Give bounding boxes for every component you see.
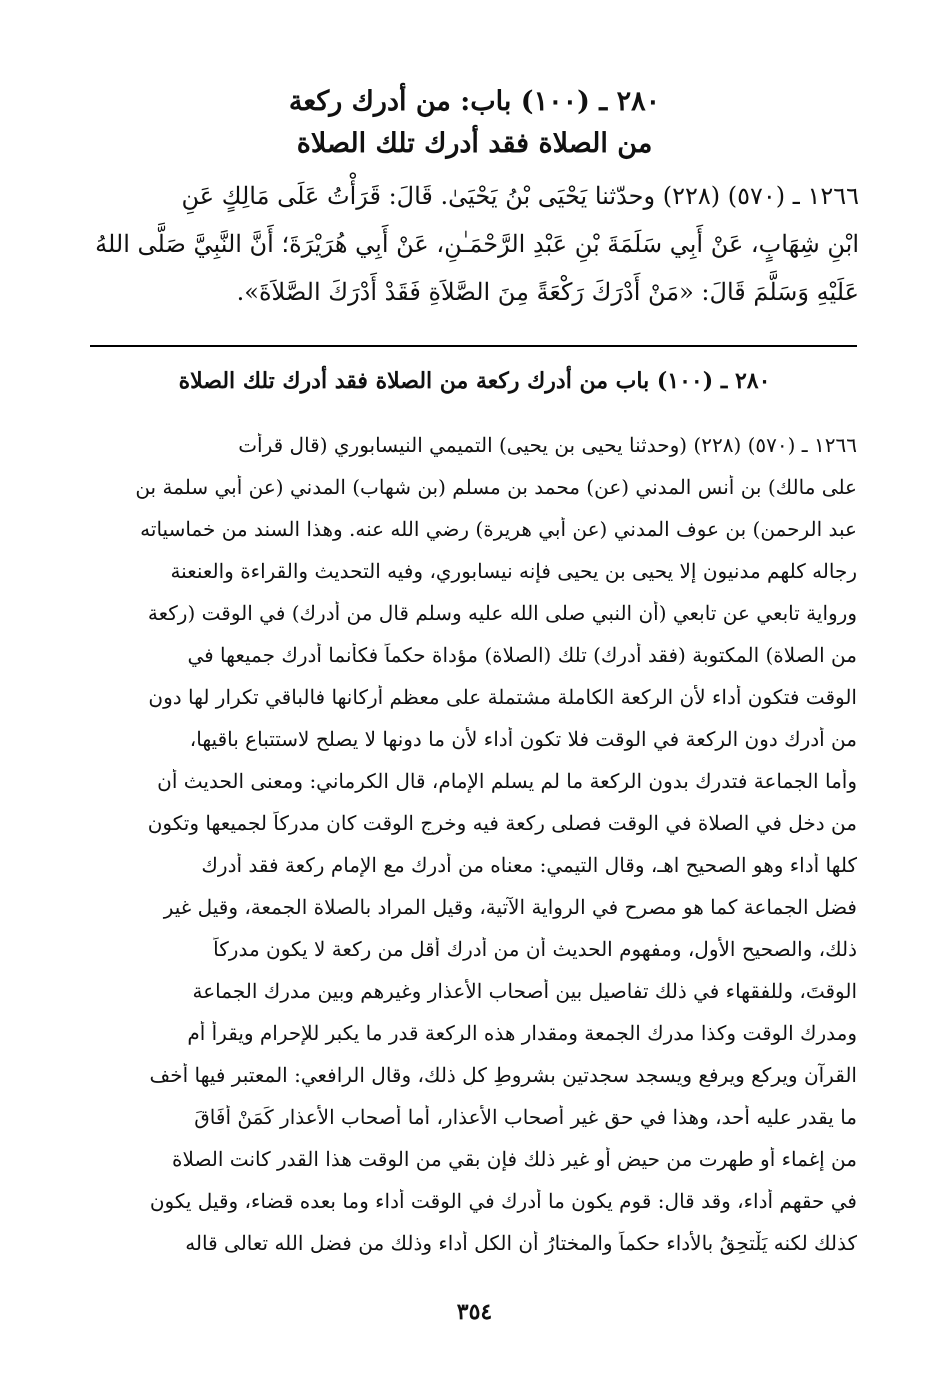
commentary-line: من أدرك دون الركعة في الوقت فلا تكون أداء لأن ما دونها لا يصلح لاستتباع باقيها، <box>189 727 857 751</box>
chapter-title-line-1: ٢٨٠ ـ (١٠٠) باب: من أدرك ركعة <box>288 86 661 117</box>
page-number: ٣٥٤ <box>456 1299 493 1325</box>
commentary-line: ما يقدر عليه أحد، وهذا في حق غير أصحاب الأعذار، أما أصحاب الأعذار كَمَنْ أَفَاقَ <box>194 1105 857 1129</box>
hadith-line: ١٢٦٦ ـ (٥٧٠) (٢٢٨) وحدّثنا يَحْيَى بْنُ يَحْيَىٰ. قَالَ: قَرَأْتُ عَلَى مَالِكٍ عَنِ <box>181 182 859 210</box>
commentary-line: ورواية تابعي عن تابعي (أن النبي صلى الله عليه وسلم قال من أدرك) في الوقت (ركعة <box>147 601 857 625</box>
commentary-line: ومدرك الوقت وكذا مدرك الجمعة ومقدار هذه الركعة قدر ما يكبر للإحرام ويقرأ أم <box>187 1021 857 1045</box>
commentary-line: فضل الجماعة كما هو مصرح في الرواية الآتية، وقيل المراد بالصلاة الجمعة، وقيل غير <box>163 895 857 919</box>
commentary-line: الوقت فتكون أداء لأن الركعة الكاملة مشتملة على معظم أركانها فالباقي تكرار لها دون <box>148 685 857 709</box>
commentary-line: القرآن ويركع ويرفع ويسجد سجدتين بشروطِ كلٍ ذلك، وقال الرافعي: المعتبر فيها أخف <box>149 1063 857 1087</box>
commentary-line: كلها أداء وهو الصحيح اهـ، وقال التيمي: معناه من أدرك مع الإمام ركعة فقد أدرك <box>201 853 857 877</box>
hadith-line: ابْنِ شِهَابٍ، عَنْ أَبِي سَلَمَةَ بْنِ عَبْدِ الرَّحْمَـٰنِ، عَنْ أَبِي هُرَيْرَةَ؛ أَنَّ النَّبِيَّ صَلَّى اللهُ <box>95 230 859 258</box>
commentary-line: رجاله كلهم مدنيون إلا يحيى بن يحيى فإنه نيسابوري، وفيه التحديث والقراءة والعنعنة <box>170 559 857 583</box>
chapter-title-line-2: من الصلاة فقد أدرك تلك الصلاة <box>296 128 653 159</box>
hadith-line: عَلَيْهِ وَسَلَّمَ قَالَ: «مَنْ أَدْرَكَ رَكْعَةً مِنَ الصَّلاَةِ فَقَدْ أَدْرَكَ الصَّلاَةَ». <box>236 278 859 306</box>
section-divider <box>90 345 857 347</box>
commentary-line: من الصلاة) المكتوبة (فقد أدرك) تلك (الصلاة) مؤداة حكماً فكأنما أدرك جميعها في <box>187 643 857 667</box>
commentary-line: ١٢٦٦ ـ (٥٧٠) (٢٢٨) (وحدثنا يحيى بن يحيى) التميمي النيسابوري (قال قرأت <box>238 433 857 457</box>
commentary-line: الوقتَ، وللفقهاء في ذلك تفاصيل بين أصحاب الأعذار وغيرهم وبين مدرك الجماعة <box>192 979 857 1003</box>
commentary-line: ذلك، والصحيح الأول، ومفهوم الحديث أن من أدرك أقل من ركعة لا يكون مدركاً <box>213 937 857 961</box>
commentary-title: ٢٨٠ ـ (١٠٠) باب من أدرك ركعة من الصلاة فقد أدرك تلك الصلاة <box>178 368 771 394</box>
commentary-line: في حقهم أداء، وقد قال: قوم يكون ما أدرك في الوقت أداء وما بعده قضاء، وقيل يكون <box>149 1189 857 1213</box>
commentary-line: من دخل في الصلاة في الوقت فصلى ركعة فيه وخرج الوقت كان مدركاً لجميعها وتكون <box>147 811 857 835</box>
commentary-line: وأما الجماعة فتدرك بدون الركعة ما لم يسلم الإمام، قال الكرماني: ومعنى الحديث أن <box>157 769 857 793</box>
commentary-line: من إغماء أو طهرت من حيض أو غير ذلك فإن بقي من الوقت هذا القدر كانت الصلاة <box>172 1147 857 1171</box>
commentary-line: عبد الرحمن) بن عوف المدني (عن أبي هريرة) رضي الله عنه. وهذا السند من خماسياته <box>140 517 857 541</box>
commentary-line: كذلك لكنه يَلْتحِقُ بالأداء حكماً والمختارُ أن الكل أداء وذلك من فضل الله تعالى قاله <box>185 1231 857 1255</box>
commentary-line: على مالك) بن أنس المدني (عن) محمد بن مسلم (بن شهاب) المدني (عن أبي سلمة بن <box>135 475 857 499</box>
